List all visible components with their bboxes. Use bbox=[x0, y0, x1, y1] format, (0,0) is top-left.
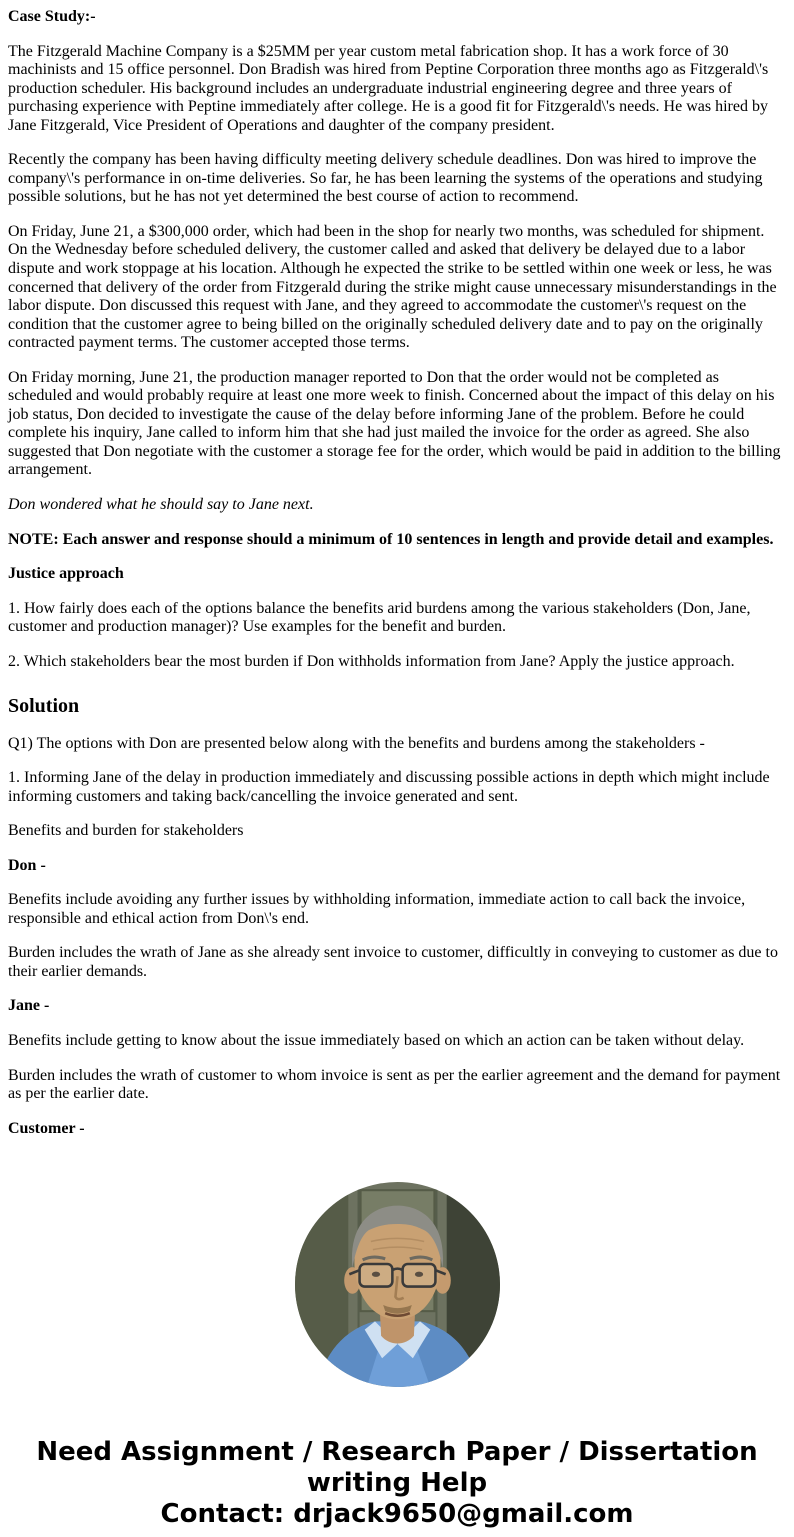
jane-burden: Burden includes the wrath of customer to whom invoice is sent as per the earlier agreement and the demand for payment as per the earlier date. bbox=[8, 1066, 781, 1103]
portrait-illustration bbox=[295, 1182, 500, 1387]
person-portrait-photo bbox=[295, 1182, 500, 1387]
don-heading: Don - bbox=[8, 856, 46, 874]
jane-heading: Jane - bbox=[8, 997, 50, 1015]
don-burden: Burden includes the wrath of Jane as she already sent invoice to customer, difficultly in conveying to customer as due to their earlier demands. bbox=[8, 944, 778, 980]
question-2: 2. Which stakeholders bear the most burden if Don withholds information from Jane? Apply the justice approach. bbox=[8, 652, 735, 670]
footer-banner bbox=[8, 1437, 786, 1529]
paragraph-deliveries: Recently the company has been having difficulty meeting delivery schedule deadlines. Don was hired to improve the company\'s performance in on-time deliveries. So far, he has been learning the systems of the operations and studying possible solutions, but he has not yet determined the best course of action to recommend. bbox=[8, 151, 763, 206]
jane-benefits: Benefits include getting to know about the issue immediately based on which an action can be taken without delay. bbox=[8, 1031, 745, 1049]
footer-contact-text: Contact: drjack9650@gmail.com bbox=[160, 1498, 634, 1529]
note-text: NOTE: Each answer and response should a minimum of 10 sentences in length and provide detail and examples. bbox=[8, 530, 774, 548]
benefits-burden-label: Benefits and burden for stakeholders bbox=[8, 822, 244, 840]
solution-option-1: 1. Informing Jane of the delay in production immediately and discussing possible actions in depth which might include informing customers and taking back/cancelling the invoice generated and sent. bbox=[8, 769, 770, 805]
paragraph-don-wondered: Don wondered what he should say to Jane next. bbox=[8, 496, 314, 514]
justice-approach-heading: Justice approach bbox=[8, 565, 124, 583]
solution-q1-intro: Q1) The options with Don are presented below along with the benefits and burdens among the stakeholders - bbox=[8, 734, 705, 752]
don-benefits: Benefits include avoiding any further issues by withholding information, immediate action to call back the invoice, responsible and ethical action from Don\'s end. bbox=[8, 891, 746, 927]
solution-heading: Solution bbox=[8, 695, 80, 718]
paragraph-order: On Friday, June 21, a $300,000 order, which had been in the shop for nearly two months, was scheduled for shipment. On the Wednesday before scheduled delivery, the customer called and asked that delivery be delayed due to a labor dispute and work stoppage at his location. Although he expected the strike to be settled within one week or less, he was concerned that delivery of the order from Fitzgerald during the strike might cause unnecessary misunderstandings in the labor dispute. Don discussed this request with Jane, and they agreed to accommodate the customer\'s request on the condition that the customer agree to being billed on the originally scheduled delivery date and to pay on the originally contracted payment terms. The customer accepted those terms. bbox=[8, 222, 777, 352]
photo-container bbox=[8, 1182, 786, 1387]
customer-heading: Customer - bbox=[8, 1119, 85, 1137]
paragraph-delay: On Friday morning, June 21, the production manager reported to Don that the order would not be completed as scheduled and would probably require at least one more week to finish. Concerned about the impact of this delay on his job status, Don decided to investigate the cause of the delay before informing Jane of the problem. Before he could complete his inquiry, Jane called to inform him that she had just mailed the invoice for the order as agreed. She also suggested that Don negotiate with the customer a storage fee for the order, which would be paid in addition to the billing arrangement. bbox=[8, 368, 781, 479]
question-1: 1. How fairly does each of the options balance the benefits arid burdens among the various stakeholders (Don, Jane, customer and production manager)? Use examples for the benefit and burden. bbox=[8, 599, 751, 636]
footer-help-text: Need Assignment / Research Paper / Dissertation writing Help bbox=[36, 1437, 758, 1498]
paragraph-company-intro: The Fitzgerald Machine Company is a $25MM per year custom metal fabrication shop. It has a work force of 30 machinists and 15 office personnel. Don Bradish was hired from Peptine Corporation three months ago as Fitzgerald\'s production scheduler. His background includes an undergraduate industrial engineering degree and three years of purchasing experience with Peptine immediately after college. He is a good fit for Fitzgerald\'s needs. He was hired by Jane Fitzgerald, Vice President of Operations and daughter of the company president. bbox=[8, 42, 769, 134]
case-study-heading: Case Study:- bbox=[8, 8, 96, 25]
